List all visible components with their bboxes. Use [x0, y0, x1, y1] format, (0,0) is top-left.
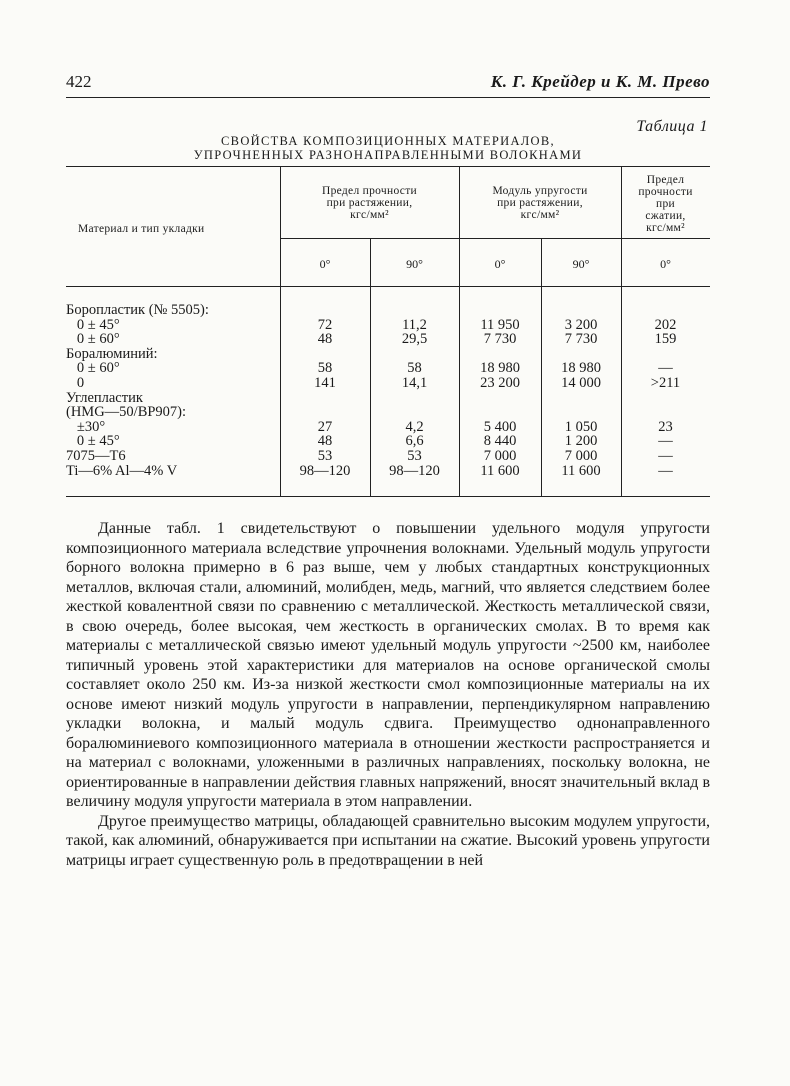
angle-label: 0° — [494, 257, 506, 271]
table-title-line-2: УПРОЧНЕННЫХ РАЗНОНАПРАВЛЕННЫМИ ВОЛОКНАМИ — [193, 148, 583, 162]
table-cell: — — [658, 360, 673, 377]
table-cell: 6,6 — [405, 433, 424, 450]
table-title — [66, 134, 710, 162]
table-row — [66, 464, 710, 478]
table-cell: 98—120 — [389, 462, 440, 479]
paragraph: Другое преимущество матрицы, обладающей сравнительно высоким модулем упругости, такой, как алюминий, обнаруживается при испытании на сжатие. Высокий уровень упругости матрицы играет существенную роль в предотвращении в ней — [66, 812, 710, 869]
running-head: К. Г. Крейдер и К. М. Прево — [490, 72, 710, 91]
table-bottom-rule — [66, 496, 710, 497]
table-cell: 58 — [317, 360, 333, 377]
table-cell: 7 730 — [483, 331, 517, 348]
table-subheader-rule — [280, 238, 710, 239]
table-cell: 159 — [654, 331, 677, 348]
table-cell: 141 — [314, 375, 336, 391]
table-cell: 48 — [317, 331, 333, 348]
table-cell: 48 — [317, 433, 333, 450]
row-label: 0 ± 60° — [66, 360, 120, 377]
table-cell: 18 980 — [561, 360, 601, 377]
table-cell: 14 000 — [561, 375, 601, 391]
table-cell: 23 200 — [480, 375, 520, 391]
header-rule — [66, 97, 710, 98]
table-row — [66, 347, 710, 361]
table-row — [66, 449, 710, 463]
col-header-tensile-modulus: Модуль упругости при растяжении, кгс/мм² — [492, 185, 588, 221]
row-label: (HMG—50/BP907): — [66, 404, 187, 421]
table-cell: 14,1 — [401, 375, 428, 391]
table-cell: 11 600 — [561, 462, 601, 479]
row-label: Боропластик (№ 5505): — [66, 302, 209, 318]
col-header-compressive-strength: Предел прочности при сжатии, кгс/мм² — [638, 174, 693, 234]
angle-label: 90° — [406, 257, 423, 271]
table-row — [66, 391, 710, 405]
table-cell: 7 000 — [564, 448, 598, 464]
table-cell: 1 050 — [564, 418, 598, 435]
row-label: Углепластик — [66, 389, 143, 406]
table-cell: 23 — [658, 418, 673, 435]
row-label: 0 ± 60° — [66, 331, 120, 348]
table-label: Таблица 1 — [636, 118, 708, 135]
page-number: 422 — [66, 72, 92, 91]
row-label: Боралюминий: — [66, 345, 158, 362]
table-cell: 98—120 — [299, 462, 351, 479]
table-cell: 4,2 — [405, 418, 424, 435]
row-label: 0 ± 45° — [66, 316, 120, 333]
table-row — [66, 420, 710, 434]
angle-label: 0° — [319, 257, 331, 271]
table-title-line-1: СВОЙСТВА КОМПОЗИЦИОННЫХ МАТЕРИАЛОВ, — [221, 134, 555, 148]
table-cell: 1 200 — [564, 433, 598, 450]
col-header-tensile-strength: Предел прочности при растяжении, кгс/мм² — [322, 185, 417, 221]
table-cell: — — [658, 433, 673, 450]
table-cell: — — [658, 448, 673, 464]
table-cell: — — [658, 462, 673, 479]
table-cell: 58 — [407, 360, 422, 377]
table-row — [66, 318, 710, 332]
table-cell: 7 730 — [564, 331, 598, 348]
row-label: Ti—6% Al—4% V — [66, 462, 178, 479]
table-top-rule — [66, 166, 710, 167]
table-row — [66, 303, 710, 317]
angle-label: 0° — [660, 257, 671, 271]
table-cell: 29,5 — [401, 331, 428, 348]
table-cell: 5 400 — [483, 418, 517, 435]
table-row — [66, 434, 710, 448]
angle-label: 90° — [572, 257, 590, 271]
table-cell: 27 — [317, 418, 333, 435]
table-row — [66, 361, 710, 375]
table-cell: 8 440 — [483, 433, 517, 450]
table-header-bottom-rule — [66, 286, 710, 287]
table-cell: 18 980 — [480, 360, 520, 377]
row-label: 0 — [66, 375, 85, 391]
table-cell: 202 — [654, 316, 677, 333]
table-cell: 3 200 — [564, 316, 598, 333]
table-row — [66, 405, 710, 419]
table-cell: 53 — [317, 448, 333, 464]
properties-table — [66, 166, 710, 497]
table-cell: >211 — [650, 375, 681, 391]
table-cell: 11,2 — [402, 316, 427, 333]
row-label: 0 ± 45° — [66, 433, 120, 450]
table-cell: 11 600 — [480, 462, 520, 479]
table-cell: 53 — [407, 448, 422, 464]
table-cell: 7 000 — [483, 448, 517, 464]
table-row — [66, 376, 710, 390]
table-row — [66, 332, 710, 346]
row-label: 7075—Т6 — [66, 448, 126, 464]
col-header-material: Материал и тип укладки — [78, 223, 205, 235]
table-cell: 11 950 — [480, 316, 520, 333]
paragraph: Данные табл. 1 свидетельствуют о повышении удельного модуля упругости композиционного материала вследствие упрочнения волокнами. Удельный модуль упругости борного волокна примерно в 6 раз выше, чем у любых стандартных конструкционных металлов, включая стали, алюминий, молибден, медь, магний, что является следствием более жесткой ковалентной связи по сравнению с металлической. Жесткость металлической связи, в свою очередь, более высокая, чем жесткость в органических смолах. В то время как материалы с металлической связью имеют удельный модуль упругости ~2500 км, наиболее типичный уровень этой характеристики для материалов на основе органической смолы составляет около 250 км. Из-за низкой жесткости смол композиционные материалы на их основе имеют низкий модуль упругости в направлении, перпендикулярном направлению укладки волокна, и малый модуль сдвига. Преимущество однонаправленного боралюминиевого композиционного материала в отношении жесткости распространяется и на материал с волокнами, уложенными в различных направлениях, поскольку волокна, не ориентированные в направлении действия главных напряжений, вносят значительный вклад в величину модуля упругости материала в этом направлении. — [66, 520, 710, 810]
table-cell: 72 — [317, 316, 333, 333]
page-header — [66, 72, 710, 94]
row-label: ±30° — [66, 418, 106, 435]
body-text — [66, 519, 710, 870]
